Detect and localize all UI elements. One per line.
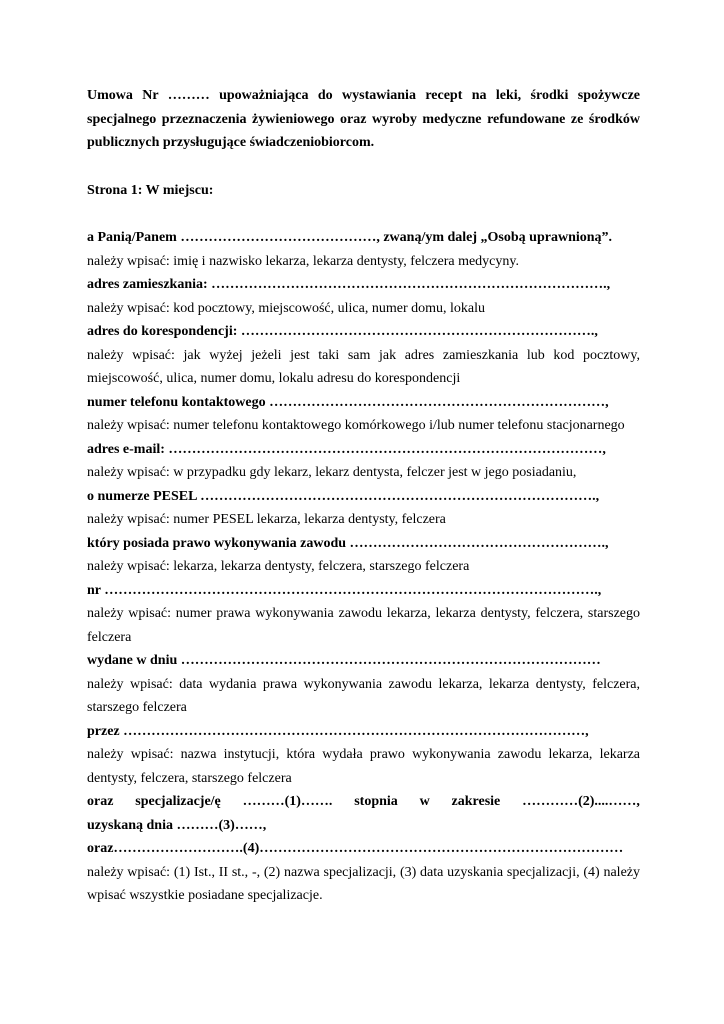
field-address-label: adres zamieszkania: ………………………………………………………………………….,	[87, 277, 611, 292]
field-correspondence-hint: należy wpisać: jak wyżej jeżeli jest taki sam jak adres zamieszkania lub kod pocztowy, miejscowość, ulica, numer domu, lokalu adresu do korespondencji	[87, 347, 640, 386]
specialization-word: specjalizacje/ę	[135, 794, 221, 809]
field-profession-hint: należy wpisać: lekarza, lekarza dentysty, felczera, starszego felczera	[87, 559, 470, 574]
section-heading: Strona 1: W miejscu:	[87, 182, 214, 198]
field-address-hint: należy wpisać: kod pocztowy, miejscowość, ulica, numer domu, lokalu	[87, 300, 485, 316]
field-issue-date-label: wydane w dniu ………………………………………………………………………………	[87, 653, 601, 668]
field-license-number-hint: należy wpisać: numer prawa wykonywania zawodu lekarza, lekarza dentysty, felczera, starszego felczera	[87, 606, 640, 645]
specialization-word: oraz	[87, 794, 114, 809]
specialization-word: ………(1)…….	[242, 794, 333, 809]
specialization-word: zakresie	[451, 794, 501, 809]
specialization-list-line: oraz……………………….(4)……………………………………………………………………	[87, 841, 624, 856]
document-title: Umowa Nr ……… upoważniająca do wystawiania recept na leki, środki spożywcze specjalnego przeznaczenia żywieniowego oraz wyroby medyczne refundowane ze środków publicznych przysługujące świadczeniobiorcom.	[87, 88, 640, 150]
field-name-hint: należy wpisać: imię i nazwisko lekarza, lekarza dentysty, felczera medycyny.	[87, 253, 519, 269]
field-phone-label: numer telefonu kontaktowego ………………………………………………………………,	[87, 394, 609, 410]
field-issue-date-hint: należy wpisać: data wydania prawa wykonywania zawodu lekarza, lekarza dentysty, felczera, starszego felczera	[87, 676, 640, 715]
specialization-word: …………(2)....……,	[522, 794, 640, 809]
specialization-word: w	[419, 794, 430, 809]
field-phone-hint: należy wpisać: numer telefonu kontaktowego komórkowego i/lub numer telefonu stacjonarnego	[87, 418, 625, 433]
field-profession-label: który posiada prawo wykonywania zawodu ……………………………………………….,	[87, 535, 609, 551]
field-correspondence-label: adres do korespondencji: ………………………………………………………………….,	[87, 324, 598, 339]
specialization-word: stopnia	[354, 794, 398, 809]
field-license-number-label: nr …………………………………………………………………………………………….,	[87, 582, 602, 598]
spacer	[87, 155, 640, 179]
field-email-label: adres e-mail: …………………………………………………………………………………,	[87, 441, 606, 457]
specialization-hint: należy wpisać: (1) Ist., II st., -, (2) nazwa specjalizacji, (3) data uzyskania specjalizacji, (4) należy wpisać wszystkie posiadane specjalizacje.	[87, 864, 640, 903]
field-name-label: a Panią/Panem ……………………………………, zwaną/ym dalej „Osobą uprawnioną”.	[87, 230, 613, 245]
field-issuer-label: przez ………………………………………………………………………………………,	[87, 723, 589, 739]
spacer	[87, 202, 640, 226]
field-pesel-hint: należy wpisać: numer PESEL lekarza, lekarza dentysty, felczera	[87, 512, 446, 527]
field-pesel-label: o numerze PESEL ………………………………………………………………………….,	[87, 488, 600, 504]
field-email-hint: należy wpisać: w przypadku gdy lekarz, lekarz dentysta, felczer jest w jego posiadaniu,	[87, 465, 577, 480]
specialization-line	[87, 790, 640, 814]
field-issuer-hint: należy wpisać: nazwa instytucji, która wydała prawo wykonywania zawodu lekarza, lekarza dentysty, felczera, starszego felczera	[87, 747, 640, 786]
document-page	[87, 84, 640, 908]
specialization-date-line: uzyskaną dnia ………(3)……,	[87, 817, 267, 833]
